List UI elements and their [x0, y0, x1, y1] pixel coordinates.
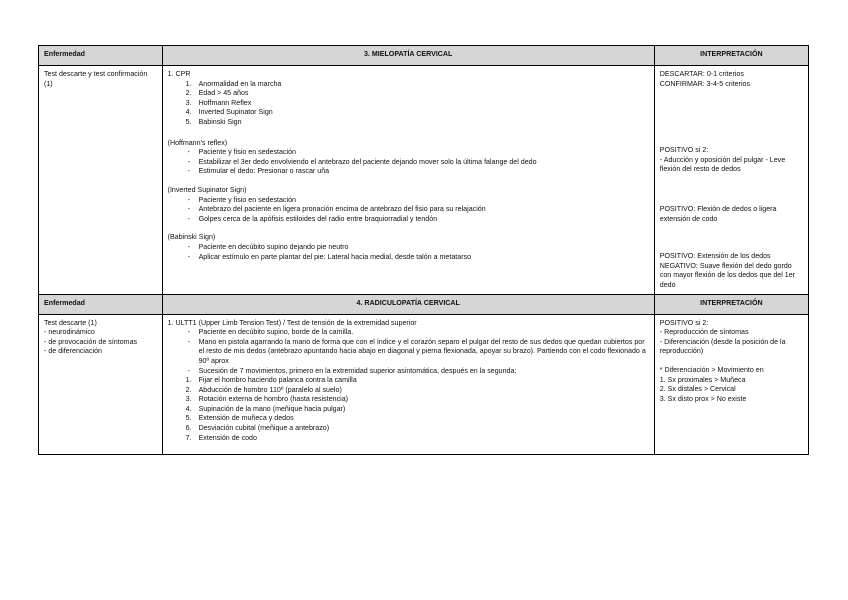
- hoffmann-list: [168, 148, 649, 177]
- header-interpretacion: INTERPRETACIÓN: [654, 46, 808, 66]
- babinski-title: (Babinski Sign): [167, 233, 216, 242]
- list-item: - Aplicar estímulo en parte plantar del pie: Lateral hacia medial, desde talón a metatarso: [187, 252, 472, 261]
- test-type-line: Test descarte (1): [44, 318, 97, 327]
- interp-line: 2. Sx distales > Cervical: [659, 385, 736, 394]
- section4-procedure-cell: [162, 314, 654, 455]
- list-item: 3. Hoffmann Reflex: [185, 98, 252, 107]
- list-item: - Paciente y fisio en sedestación: [187, 195, 296, 204]
- interp-line: 1. Sx proximales > Muñeca: [659, 375, 746, 384]
- list-item: - Mano en pistola agarrando la mano de forma que con el índice y el corazón separo el pulgar del resto de sus dedos que quedan cubiertos por el resto de mis dedos (antebrazo apuntando hacia abajo en diagonal y pierna flexionada, apoyar su brazo). Partiendo con el codo flexionado a 90º aprox: [187, 337, 646, 365]
- test-type-line: - neurodinámico: [44, 328, 95, 337]
- cpr-title: 1. CPR: [167, 70, 191, 78]
- test-type-line: - de provocación de síntomas: [44, 337, 138, 346]
- supinator-positive: POSITIVO: Flexión de dedos o ligera extensión de codo: [659, 204, 777, 223]
- cpr-list: [168, 80, 649, 128]
- document-page: [38, 45, 809, 455]
- header-interpretacion: INTERPRETACIÓN: [654, 294, 808, 314]
- list-item: - Paciente y fisio en sedestación: [187, 148, 296, 157]
- list-item: 4. Inverted Supinator Sign: [185, 108, 273, 117]
- ultt-steps-list: [168, 376, 649, 443]
- section3-test-type: Test descarte y test confirmación (1): [39, 66, 163, 295]
- list-item: - Paciente en decúbito supino dejando pie neutro: [187, 242, 349, 251]
- list-item: 6. Desviación cubital (meñique a antebrazo): [185, 424, 330, 433]
- section3-procedure-cell: [162, 66, 654, 295]
- list-item: - Golpes cerca de la apófisis estiloides del radio entre braquiorradial y tendón: [187, 214, 438, 223]
- ultt-dash-list: [168, 328, 649, 376]
- hoffmann-positive: POSITIVO si 2:: [659, 146, 709, 155]
- interp-line: 3. Sx disto prox > No existe: [659, 394, 747, 403]
- list-item: 2. Abducción de hombro 110º (paralelo al suelo): [185, 385, 342, 394]
- list-item: 3. Rotación externa de hombro (hasta resistencia): [185, 395, 349, 404]
- babinski-negative: NEGATIVO: Suave flexión del dedo gordo con mayor flexión de los dedos que del 1er dedo: [659, 261, 796, 289]
- supinator-title: (Inverted Supinator Sign): [167, 185, 247, 194]
- list-item: - Paciente en decúbito supino, borde de la camilla.: [187, 328, 354, 337]
- list-item: - Estimular el dedo: Presionar o rascar uña: [187, 167, 330, 176]
- interp-line: - Diferenciación (desde la posición de la reproducción): [659, 337, 786, 356]
- ultt-title: 1. ULTT1 (Upper Limb Tension Test) / Test de tensión de la extremidad superior: [167, 318, 417, 327]
- list-item: 1. Fijar el hombro haciendo palanca contra la camilla: [185, 376, 357, 385]
- list-item: 5. Babinski Sign: [185, 117, 242, 126]
- interp-line: * Diferenciación > Movimiento en: [659, 365, 764, 374]
- header-enfermedad: Enfermedad: [39, 294, 163, 314]
- header-radiculopatia-title: 4. RADICULOPATÍA CERVICAL: [162, 294, 654, 314]
- list-item: - Sucesión de 7 movimientos, primero en la extremidad superior asintomática, después en la segunda:: [187, 366, 517, 375]
- interp-line: POSITIVO si 2:: [659, 318, 709, 327]
- confirmar-text: CONFIRMAR: 3-4-5 criterios: [659, 79, 751, 88]
- section3-body-row: [39, 66, 809, 295]
- header-mielopatia-title: 3. MIELOPATÍA CERVICAL: [162, 46, 654, 66]
- clinical-tests-table: [38, 45, 809, 455]
- list-item: 5. Extensión de muñeca y dedos: [185, 414, 294, 423]
- babinski-list: [168, 243, 649, 262]
- test-type-line: - de diferenciación: [44, 347, 102, 356]
- hoffmann-title: (Hoffmann's reflex): [167, 138, 228, 147]
- list-item: 4. Supinación de la mano (meñique hacia pulgar): [185, 404, 346, 413]
- section4-header-row: [39, 294, 809, 314]
- section4-test-type: [39, 314, 163, 455]
- interp-line: - Reproducción de síntomas: [659, 328, 749, 337]
- list-item: - Estabilizar el 3er dedo envolviendo el antebrazo del paciente dejando mover solo la última falange del dedo: [187, 157, 537, 166]
- list-item: 7. Extensión de codo: [185, 433, 257, 442]
- list-item: - Antebrazo del paciente en ligera pronación encima de antebrazo del fisio para su relajación: [187, 205, 486, 214]
- list-item: 1. Anormalidad en la marcha: [185, 79, 282, 88]
- descartar-text: DESCARTAR: 0-1 criterios: [659, 70, 744, 78]
- babinski-positive: POSITIVO: Extensión de los dedos: [659, 252, 771, 261]
- hoffmann-positive-detail: - Aducción y oposición del pulgar - Leve flexión del resto de dedos: [659, 155, 786, 174]
- section3-header-row: [39, 46, 809, 66]
- section4-body-row: [39, 314, 809, 455]
- header-enfermedad: Enfermedad: [39, 46, 163, 66]
- list-item: 2. Edad > 45 años: [185, 89, 249, 98]
- section4-interpretation-cell: [654, 314, 808, 455]
- supinator-list: [168, 196, 649, 225]
- section3-interpretation-cell: [654, 66, 808, 295]
